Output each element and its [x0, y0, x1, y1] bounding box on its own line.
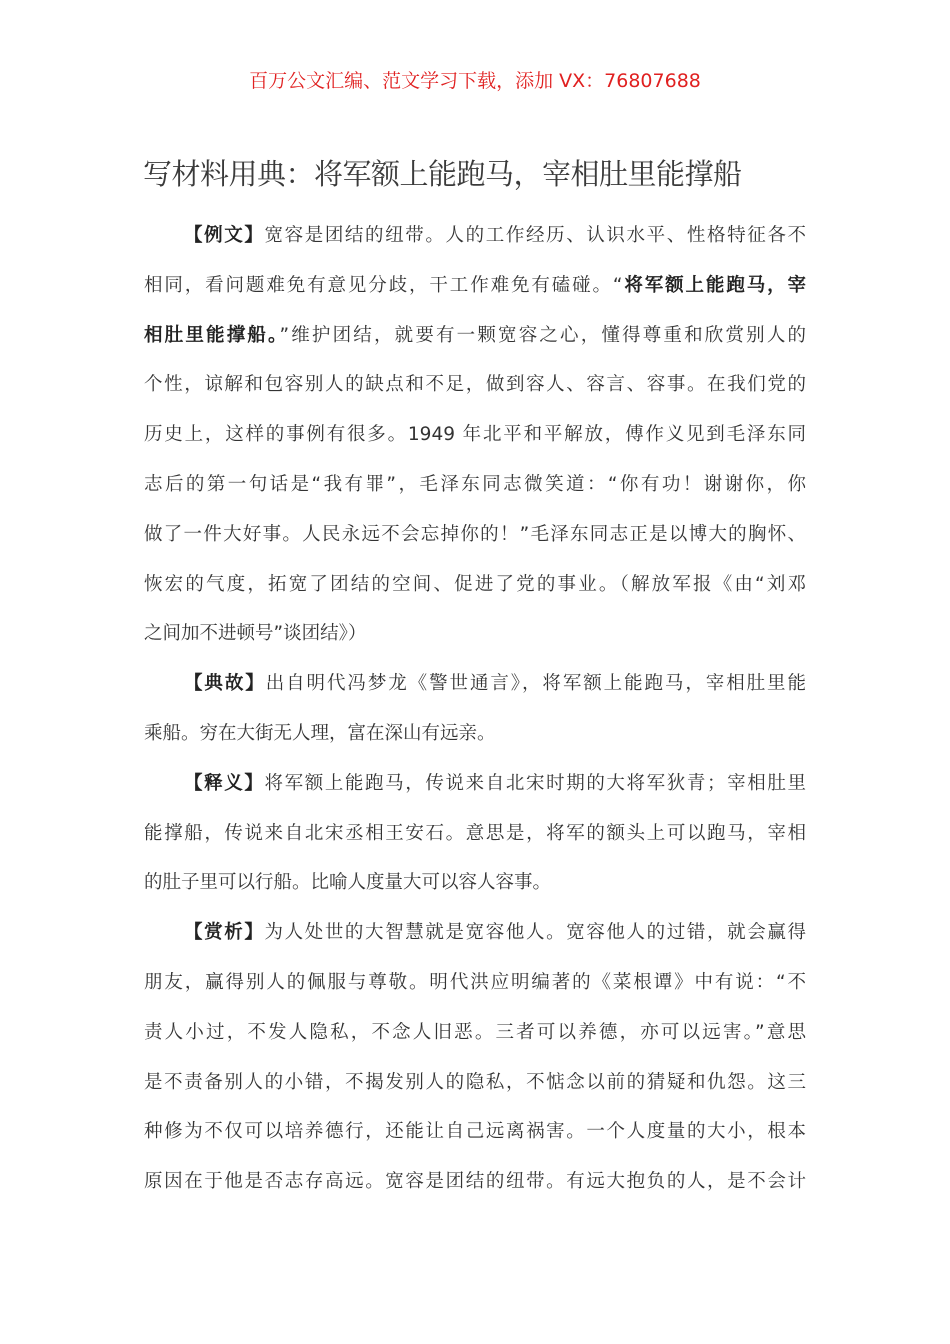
text-line — [144, 809, 806, 859]
text-run: 的肚子里可以行船。比喻人度量大可以容人容事。 — [144, 872, 552, 894]
text-line — [144, 1107, 806, 1157]
bold-text: 将军额上能跑马，宰 — [622, 274, 806, 296]
text-run: 之间加不进顿号”谈团结》） — [144, 623, 367, 645]
text-run: 朋友，赢得别人的佩服与尊敬。明代洪应明编著的《菜根谭》中有说：“不 — [144, 971, 806, 993]
bold-text: 相肚里能撑船。 — [144, 324, 280, 346]
text-line — [144, 659, 806, 709]
paragraph — [144, 759, 806, 908]
text-line — [144, 609, 806, 659]
paragraph — [144, 908, 806, 1207]
text-run: 志后的第一句话是“我有罪”，毛泽东同志微笑道：“你有功！谢谢你，你 — [144, 473, 806, 495]
text-run: 责人小过，不发人隐私，不念人旧恶。三者可以养德，亦可以远害。”意思 — [144, 1021, 806, 1043]
text-line — [144, 709, 806, 759]
text-line — [144, 1008, 806, 1058]
promo-banner: 百万公文汇编、范文学习下载，添加 VX：76807688 — [249, 70, 701, 92]
text-run: 宽容是团结的纽带。人的工作经历、认识水平、性格特征各不 — [264, 225, 806, 246]
text-line — [144, 958, 806, 1008]
document-title: 写材料用典：将军额上能跑马，宰相肚里能撑船 — [143, 157, 742, 191]
text-run: 能撑船，传说来自北宋丞相王安石。意思是，将军的额头上可以跑马，宰相 — [144, 822, 806, 844]
bold-text: 【例文】 — [184, 225, 265, 246]
text-line — [144, 858, 806, 908]
text-run: 历史上，这样的事例有很多。1949 年北平和平解放，傅作义见到毛泽东同 — [144, 424, 806, 446]
text-line — [144, 1058, 806, 1108]
text-line — [144, 211, 806, 261]
text-line — [144, 360, 806, 410]
text-line — [144, 510, 806, 560]
paragraph — [144, 211, 806, 659]
text-run: 恢宏的气度，拓宽了团结的空间、促进了党的事业。（解放军报《由“刘邓 — [144, 573, 806, 595]
bold-text: 【释义】 — [184, 772, 265, 794]
text-run: 个性，谅解和包容别人的缺点和不足，做到容人、容言、容事。在我们党的 — [144, 374, 806, 396]
text-run: 做了一件大好事。人民永远不会忘掉你的！”毛泽东同志正是以博大的胸怀、 — [144, 523, 806, 545]
text-line — [144, 460, 806, 510]
bold-text: 【赏析】 — [184, 922, 265, 944]
text-run: 出自明代冯梦龙《警世通言》，将军额上能跑马，宰相肚里能 — [265, 673, 806, 695]
text-run: ”维护团结，就要有一颗宽容之心，懂得尊重和欣赏别人的 — [279, 324, 806, 346]
text-line — [144, 1157, 806, 1207]
text-line — [144, 311, 806, 361]
text-run: 相同，看问题难免有意见分歧，干工作难免有磕碰。“ — [144, 274, 623, 296]
text-run: 原因在于他是否志存高远。宽容是团结的纽带。有远大抱负的人，是不会计 — [144, 1171, 806, 1193]
text-run: 乘船。穷在大街无人理，富在深山有远亲。 — [144, 722, 496, 744]
text-line — [144, 908, 806, 958]
text-line — [144, 261, 806, 311]
text-line — [144, 759, 806, 809]
text-run: 种修为不仅可以培养德行，还能让自己远离祸害。一个人度量的大小，根本 — [144, 1121, 806, 1143]
text-run: 将军额上能跑马，传说来自北宋时期的大将军狄青；宰相肚里 — [264, 772, 806, 794]
paragraph — [144, 659, 806, 759]
document-body — [144, 211, 806, 1207]
text-line — [144, 410, 806, 460]
text-run: 为人处世的大智慧就是宽容他人。宽容他人的过错，就会赢得 — [264, 922, 806, 944]
text-line — [144, 560, 806, 610]
text-run: 是不责备别人的小错，不揭发别人的隐私，不惦念以前的猜疑和仇怨。这三 — [144, 1071, 806, 1093]
bold-text: 【典故】 — [184, 673, 266, 695]
